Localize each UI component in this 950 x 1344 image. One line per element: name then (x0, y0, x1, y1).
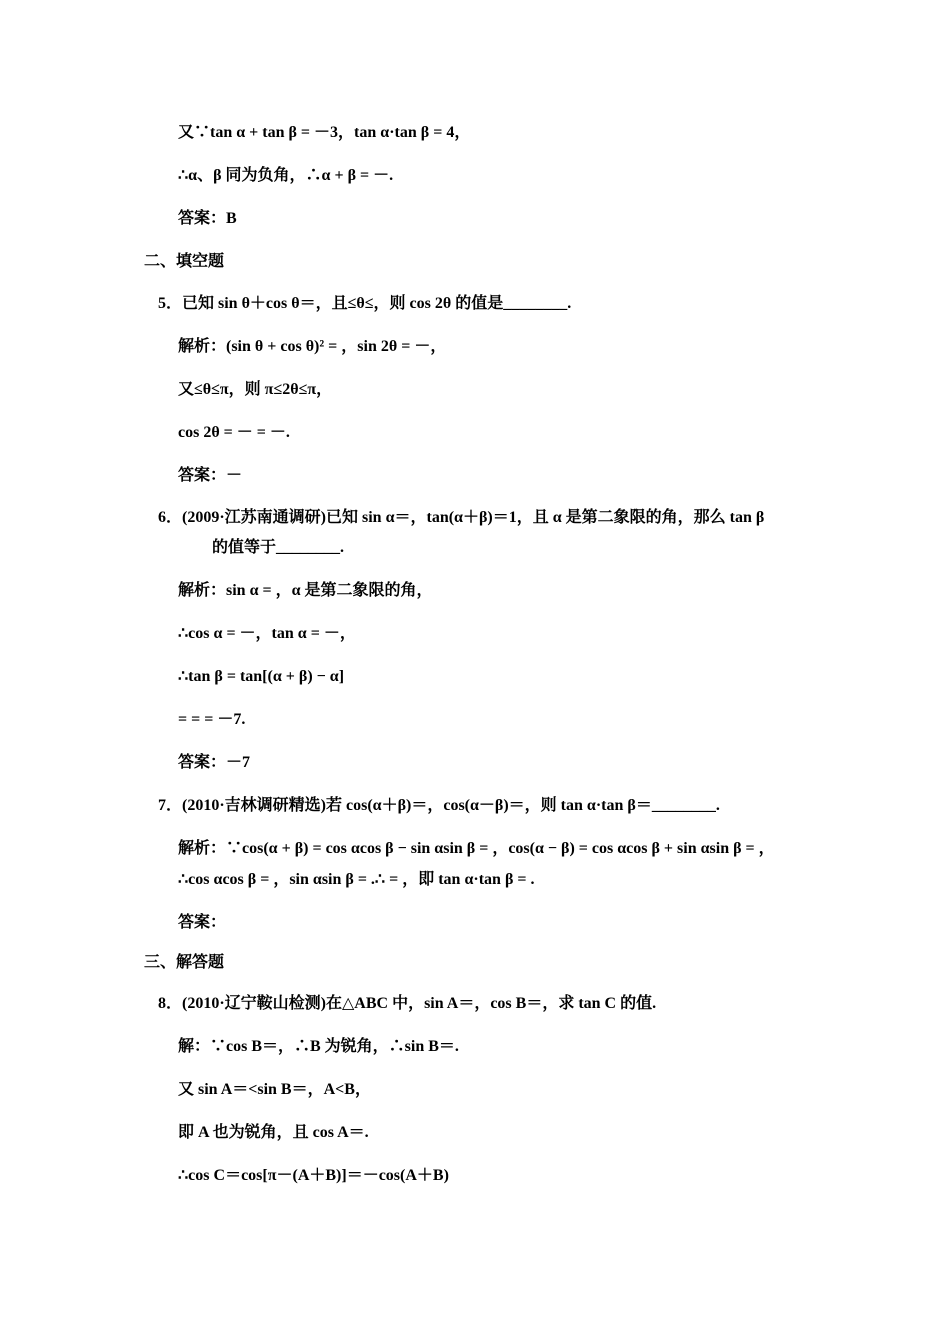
text-line: ∴tan β = tan[(α + β) − α] (178, 668, 345, 685)
answer-line: 答案： (178, 914, 227, 931)
question-6: 6．(2009·江苏南通调研)已知 sin α＝，tan(α＋β)＝1，且 α 是第二象限的角，那么 tan β (158, 509, 765, 526)
text-line: ∴cos αcos β = ，sin αsin β = .∴ = ，即 tan α·tan β = . (178, 871, 535, 888)
question-5: 5．已知 sin θ＋cos θ＝，且≤θ≤，则 cos 2θ 的值是________. (158, 295, 572, 312)
solution-line: 解：∵cos B＝，∴B 为锐角，∴sin B＝. (178, 1038, 459, 1055)
question-7: 7．(2010·吉林调研精选)若 cos(α＋β)＝，cos(α－β)＝，则 tan α·tan β＝________. (158, 797, 720, 814)
question-8: 8．(2010·辽宁鞍山检测)在△ABC 中，sin A＝，cos B＝，求 tan C 的值. (158, 995, 657, 1012)
text-line: 又 sin A＝<sin B＝，A<B， (178, 1081, 371, 1098)
question-6-cont: 的值等于________. (212, 539, 345, 556)
analysis-line: 解析：∵cos(α + β) = cos αcos β − sin αsin β = ，cos(α − β) = cos αcos β + sin αsin β = ， (178, 840, 775, 857)
text-line: ∴cos α = －，tan α = －， (178, 625, 356, 642)
text-line: cos 2θ = － = －. (178, 424, 290, 441)
text-line: 又∵tan α + tan β = －3，tan α·tan β = 4， (178, 124, 471, 141)
section-heading: 三、解答题 (144, 954, 225, 971)
analysis-line: 解析：(sin θ + cos θ)² = ，sin 2θ = －， (178, 338, 447, 355)
answer-line: 答案：－7 (178, 754, 251, 771)
text-line: ∴α、β 同为负角，∴α + β = －. (178, 167, 394, 184)
text-line: 又≤θ≤π，则 π≤2θ≤π， (178, 381, 333, 398)
answer-line: 答案：B (178, 210, 237, 227)
text-line: ∴cos C＝cos[π－(A＋B)]＝－cos(A＋B) (178, 1167, 449, 1184)
section-heading: 二、填空题 (144, 253, 225, 270)
answer-line: 答案：－ (178, 467, 243, 484)
text-line: 即 A 也为锐角，且 cos A＝. (178, 1124, 369, 1141)
analysis-line: 解析：sin α = ，α 是第二象限的角， (178, 582, 433, 599)
text-line: = = = －7. (178, 711, 246, 728)
